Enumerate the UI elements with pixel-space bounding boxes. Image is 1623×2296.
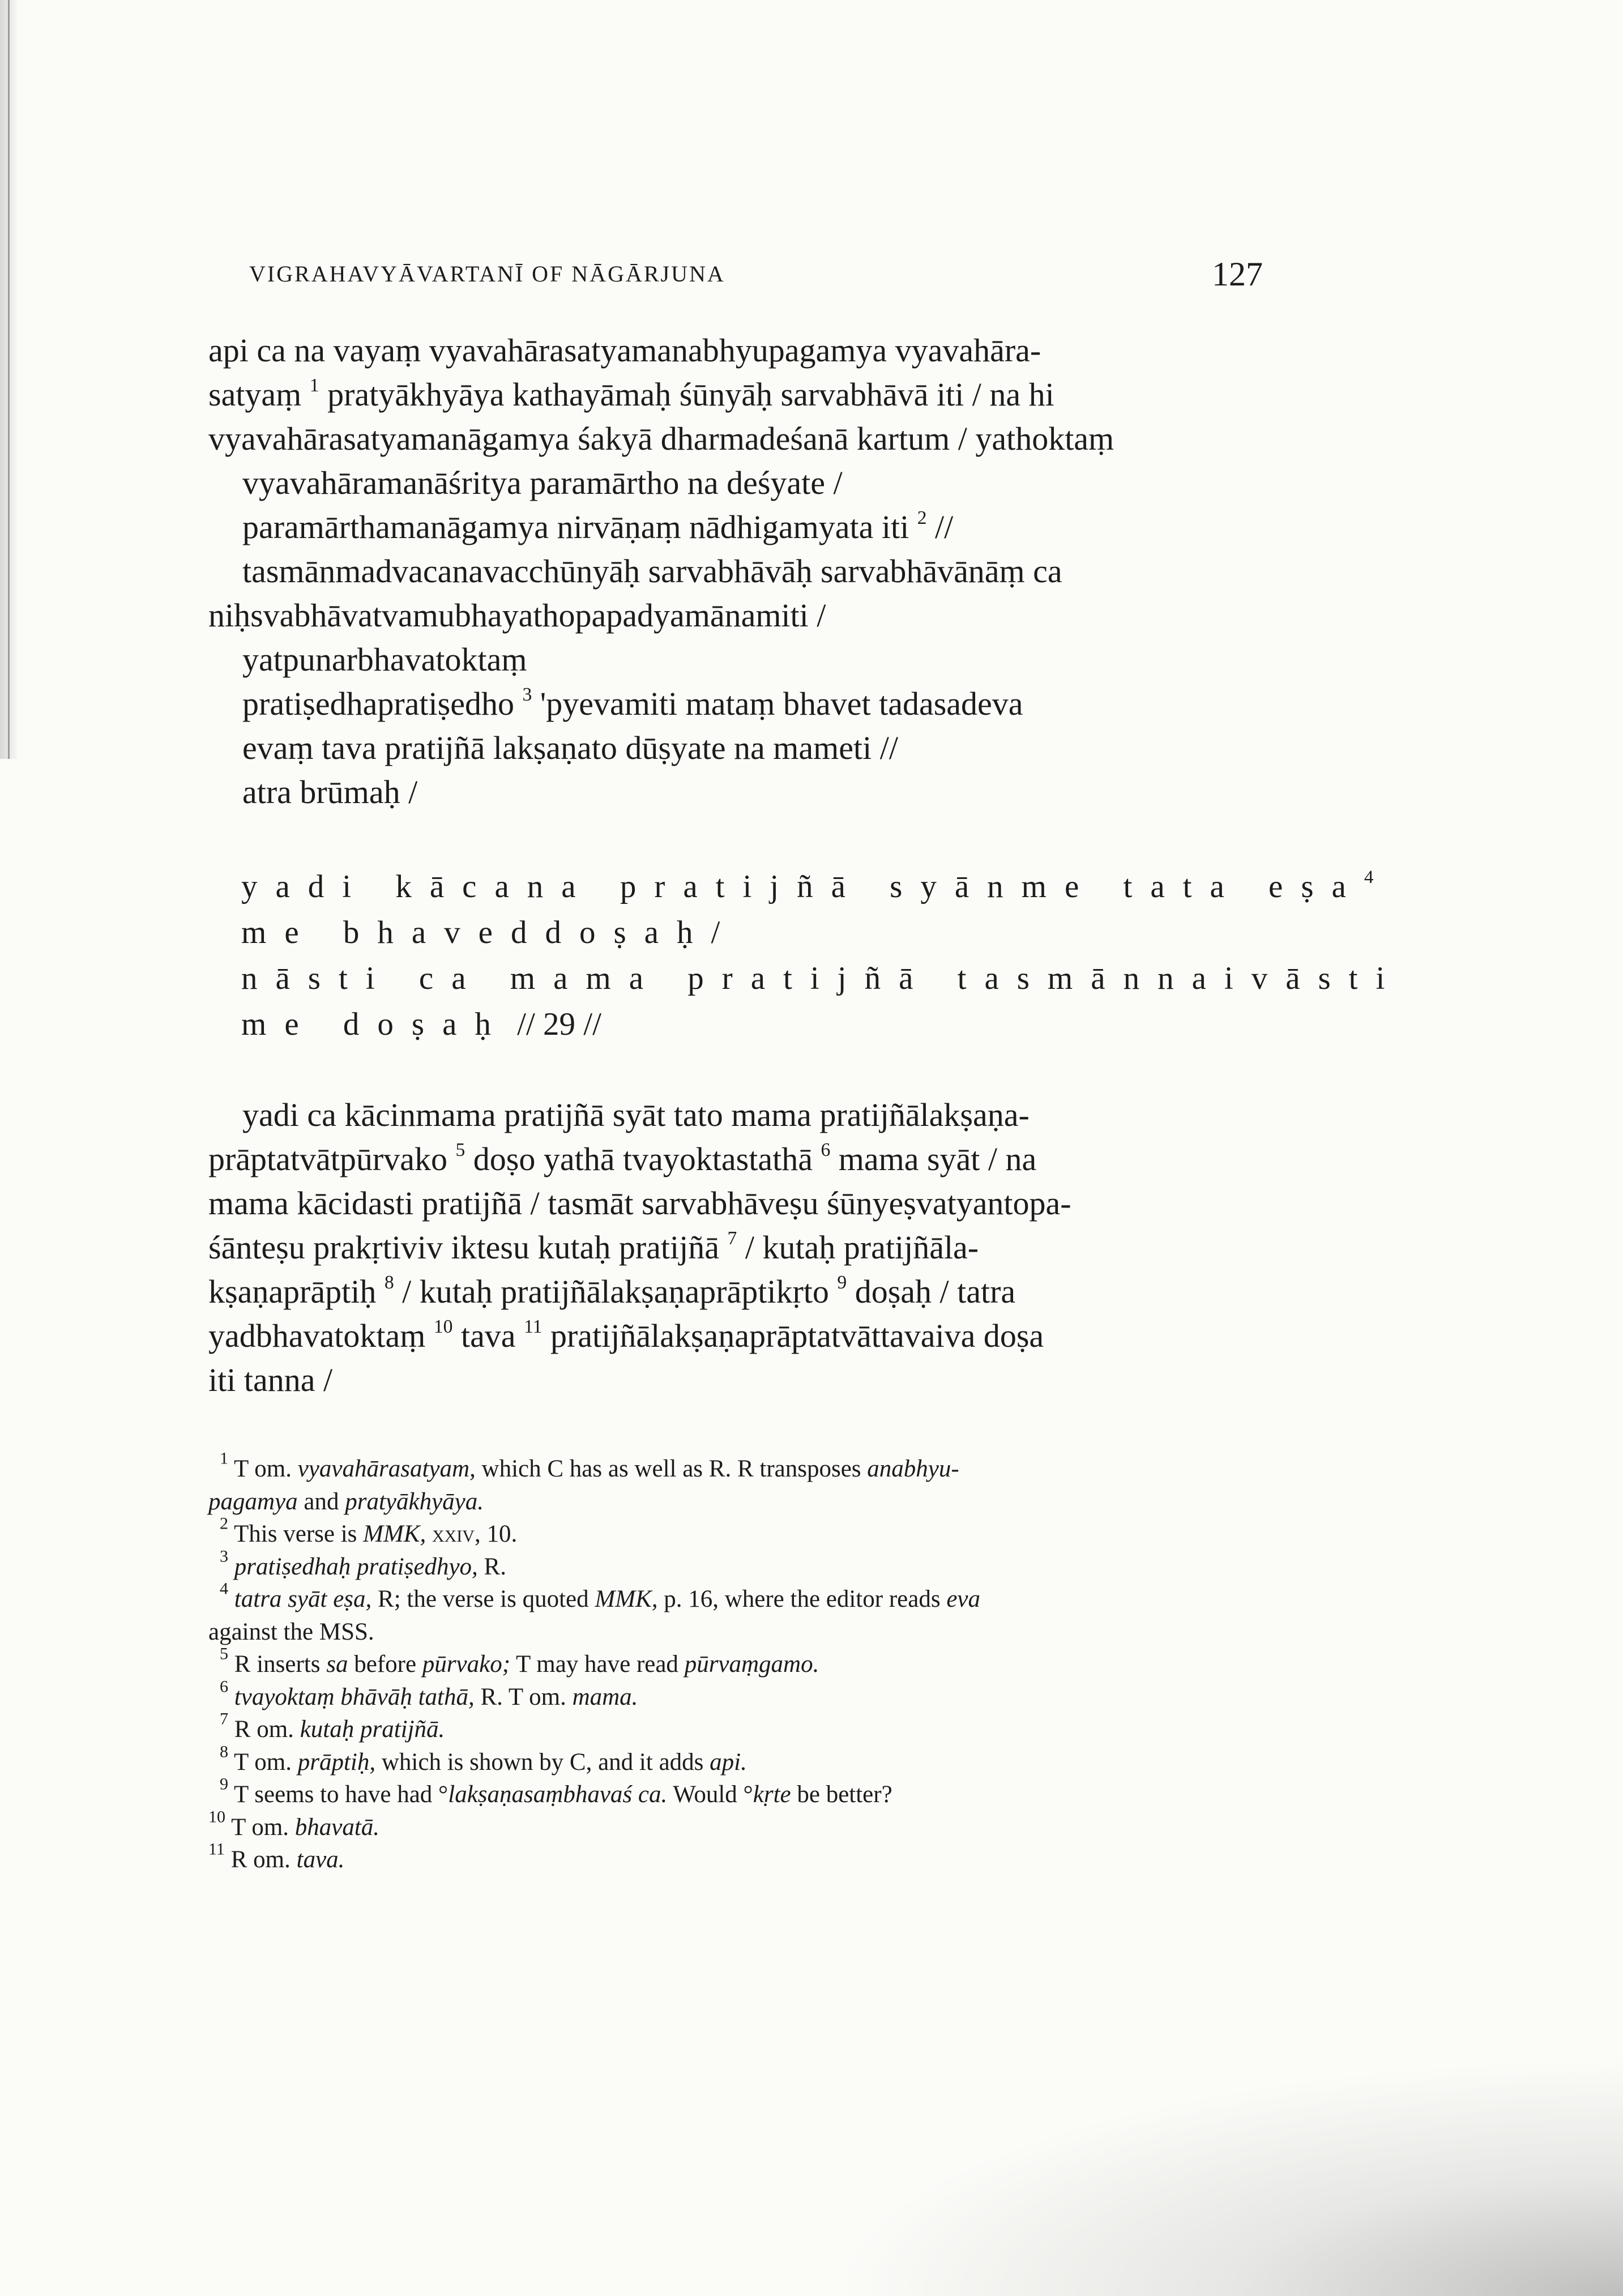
- text-line: niḥsvabhāvatvamubhayathopapadyamānamiti /: [208, 597, 826, 634]
- running-title: VIGRAHAVYĀVARTANĪ OF NĀGĀRJUNA: [249, 261, 725, 287]
- page-header: [249, 255, 1263, 295]
- footnote: $^{10}$ T om. bhavatā.: [208, 1806, 380, 1841]
- footnote-continuation: pagamya and pratyākhyāya.: [208, 1488, 484, 1515]
- text-line: mama kācidasti pratijñā / tasmāt sarvabhāveṣu śūnyeṣvatyantopa-: [208, 1185, 1071, 1222]
- footnote-marker[interactable]: 11: [524, 1316, 543, 1337]
- footnote: $^8$ T om. prāptiḥ, which is shown by C, and it adds api.: [220, 1741, 747, 1776]
- footnote-marker[interactable]: 5: [455, 1139, 465, 1160]
- page-number: 127: [1212, 255, 1263, 293]
- text-line: pratiṣedhapratiṣedho $^3$ 'pyevamiti mataṃ bhavet tadasadeva: [242, 684, 1023, 722]
- verse-block: [241, 864, 1403, 1047]
- text-line: evaṃ tava pratijñā lakṣaṇato dūṣyate na mameti //: [242, 729, 898, 766]
- footnote: $^4$ tatra syāt eṣa, R; the verse is quoted MMK, p. 16, where the editor reads eva: [220, 1578, 980, 1612]
- footnote-marker[interactable]: 10: [433, 1316, 453, 1337]
- text-line: śānteṣu prakṛtiviv iktesu kutaḥ pratijñā $^7$ / kutaḥ pratijñāla-: [208, 1227, 979, 1266]
- text-line: kṣaṇaprāptiḥ $^8$ / kutaḥ pratijñālakṣaṇaprāptikṛto $^9$ doṣaḥ / tatra: [208, 1271, 1016, 1310]
- footnote: $^6$ tvayoktaṃ bhāvāḥ tathā, R. T om. mama.: [220, 1676, 638, 1710]
- scan-corner-shadow: [830, 2058, 1623, 2296]
- footnote: $^5$ R inserts sa before pūrvako; T may have read pūrvaṃgamo.: [220, 1644, 819, 1678]
- verse-line: me bhaveddoṣaḥ/: [241, 915, 738, 950]
- footnote-marker[interactable]: 2: [917, 507, 927, 528]
- text-line: atra brūmaḥ /: [242, 774, 418, 810]
- footnote-continuation: against the MSS.: [208, 1618, 374, 1645]
- text-line: satyaṃ $^1$ pratyākhyāya kathayāmaḥ śūnyāḥ sarvabhāvā iti / na hi: [208, 374, 1054, 413]
- prose-block-2: [208, 1093, 1262, 1402]
- footnote: $^7$ R om. kutaḥ pratijñā.: [220, 1709, 445, 1743]
- text-line: api ca na vayaṃ vyavahārasatyamanabhyupagamya vyavahāra-: [208, 332, 1041, 369]
- footnote-marker[interactable]: 9: [837, 1271, 847, 1293]
- text-line: yadbhavatoktaṃ $^{10}$ tava $^{11}$ pratijñālakṣaṇaprāptatvāttavaiva doṣa: [208, 1316, 1044, 1354]
- footnote-marker[interactable]: 6: [821, 1139, 831, 1160]
- text-line: paramārthamanāgamya nirvāṇaṃ nādhigamyata iti $^2$ //: [242, 507, 954, 545]
- footnote: $^1$ T om. vyavahārasatyam, which C has as well as R. R transposes anabhyu-: [220, 1448, 959, 1482]
- text-line: tasmānmadvacanavacchūnyāḥ sarvabhāvāḥ sarvabhāvānāṃ ca: [242, 553, 1062, 590]
- verse-line: nāsti ca mama pratijñā tasmānnaivāsti: [241, 961, 1403, 996]
- text-line: yadi ca kācinmama pratijñā syāt tato mama pratijñālakṣaṇa-: [242, 1096, 1030, 1133]
- footnote-marker[interactable]: 1: [309, 374, 319, 396]
- footnote: $^{11}$ R om. tava.: [208, 1839, 345, 1873]
- footnote: $^2$ This verse is MMK, xxiv, 10.: [220, 1513, 518, 1547]
- footnote-marker[interactable]: 7: [727, 1227, 737, 1249]
- footnote: $^9$ T seems to have had °lakṣaṇasaṃbhavaś ca. Would °kṛte be better?: [220, 1774, 892, 1808]
- scan-binding-line: [8, 0, 10, 759]
- footnote-marker[interactable]: 3: [522, 684, 532, 705]
- footnote: $^3$ pratiṣedhaḥ pratiṣedhyo, R.: [220, 1546, 506, 1580]
- prose-block-1: [208, 328, 1262, 814]
- footnote-marker[interactable]: 4: [1364, 867, 1392, 888]
- text-line: iti tanna /: [208, 1362, 333, 1398]
- text-line: prāptatvātpūrvako $^5$ doṣo yathā tvayoktastathā $^6$ mama syāt / na: [208, 1139, 1037, 1177]
- footnote-marker[interactable]: 8: [384, 1271, 394, 1293]
- verse-line: me doṣaḥ // 29 //: [241, 1006, 601, 1042]
- verse-number: // 29 //: [517, 1006, 601, 1042]
- footnotes: [208, 1448, 1273, 1876]
- verse-line: yadi kācana pratijñā syānme tata eṣa$^4$: [241, 867, 1392, 904]
- text-line: yatpunarbhavatoktaṃ: [242, 641, 527, 678]
- text-line: vyavahārasatyamanāgamya śakyā dharmadeśanā kartum / yathoktaṃ: [208, 420, 1114, 457]
- text-line: vyavahāramanāśritya paramārtho na deśyate /: [242, 464, 843, 501]
